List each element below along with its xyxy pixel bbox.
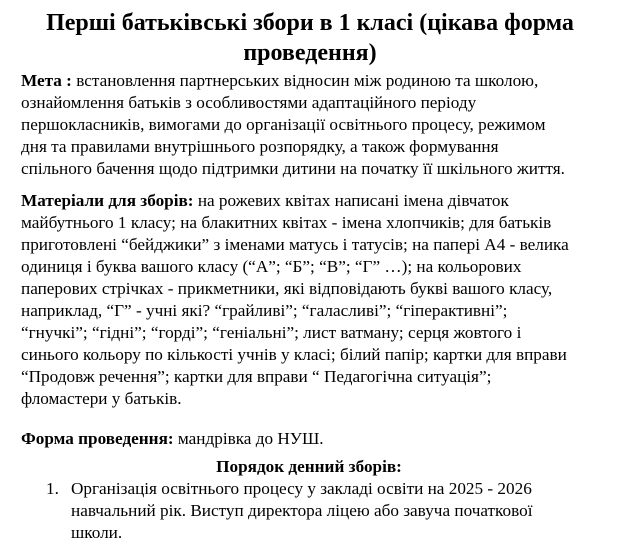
materials-line-5: паперових стрічках - прикметники, які відповідають букві вашого класу, xyxy=(21,279,553,298)
materials-text-1: на рожевих квітах написані імена дівчаток xyxy=(193,191,509,210)
agenda-item-line-3: школи. xyxy=(71,523,123,542)
goal-line-4: дня та правилами внутрішнього розпорядку, а також формування xyxy=(21,137,499,156)
goal-label: Мета : xyxy=(21,71,72,90)
materials-line-8: синього кольору по кількості учнів у класі; білий папір; картки для вправи xyxy=(21,345,567,364)
materials-line-10: фломастери у батьків. xyxy=(21,389,182,408)
materials-line-6: наприклад, “Г” - учні які? “грайливі”; “галасливі”; “гіперактивні”; xyxy=(21,301,508,320)
goal-line-2: ознайомлення батьків з особливостями адаптаційного періоду xyxy=(21,93,477,112)
goal-text-1: встановлення партнерських відносин між родиною та школою, xyxy=(71,71,539,90)
materials-line-7: “гнучкі”; “гідні”; “горді”; “геніальні”; лист ватману; серця жовтого і xyxy=(21,323,522,342)
form-text: мандрівка до НУШ. xyxy=(173,429,324,448)
materials-line-2: майбутнього 1 класу; на блакитних квітах - імена хлопчиків; для батьків xyxy=(21,213,552,232)
form-label: Форма проведення: xyxy=(21,429,174,448)
goal-line-1 xyxy=(21,70,538,92)
agenda-item-line-1: Організація освітнього процесу у закладі освіти на 2025 - 2026 xyxy=(71,479,532,498)
materials-line-4: одиниця і буква вашого класу (“А”; “Б”; “В”; “Г” …); на кольорових xyxy=(21,257,522,276)
agenda-item-number: 1. xyxy=(46,479,59,498)
agenda-item-line-2: навчальний рік. Виступ директора ліцею або завуча початкової xyxy=(71,501,533,520)
agenda-heading: Порядок денний зборів: xyxy=(216,457,402,476)
materials-line-1 xyxy=(21,190,509,212)
form-line xyxy=(21,428,324,450)
materials-line-9: “Продовж речення”; картки для вправи “ Педагогічна ситуація”; xyxy=(21,367,492,386)
materials-label: Матеріали для зборів: xyxy=(21,191,194,210)
document-title-line-1: Перші батьківські збори в 1 класі (цікава форма xyxy=(46,10,574,36)
document-title-line-2: проведення) xyxy=(243,40,377,66)
goal-line-3: першокласників, вимогами до організації освітнього процесу, режимом xyxy=(21,115,546,134)
materials-line-3: приготовлені “бейджики” з іменами матусь і татусів; на папері А4 - велика xyxy=(21,235,569,254)
goal-line-5: спільного бачення щодо підтримки дитини на початку її шкільного життя. xyxy=(21,159,565,178)
